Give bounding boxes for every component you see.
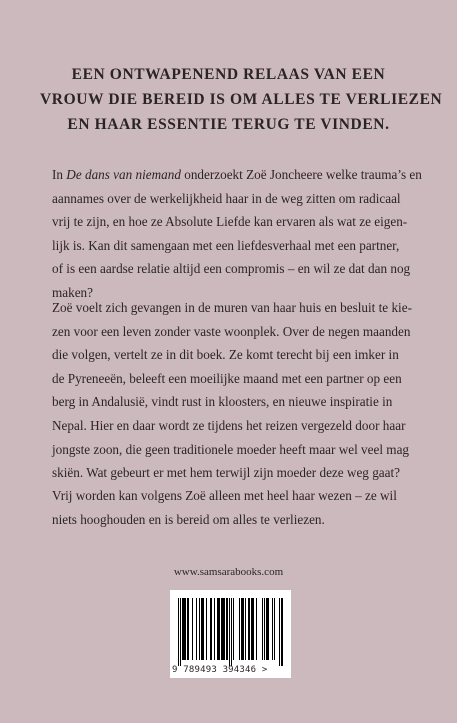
- text-span: onderzoekt Zoë Joncheere welke trauma’s en: [180, 167, 422, 182]
- barcode-bar: [226, 598, 227, 660]
- paragraph-line: vrij te zijn, en hoe ze Absolute Liefde kan ervaren als wat ze eigen-: [52, 214, 408, 230]
- description-paragraph-3: [52, 484, 414, 531]
- isbn-number: 9 789493 394346 >: [172, 665, 268, 675]
- paragraph-line: aannames over de werkelijkheid haar in de weg zitten om radicaal: [52, 190, 401, 206]
- paragraph-line: de Pyreneeën, beleeft een moeilijke maand met een partner op een: [52, 370, 402, 386]
- barcode-bar: [206, 598, 207, 660]
- barcode-bars: [178, 598, 282, 663]
- paragraph-line: niets hooghouden en is bereid om alles te verliezen.: [52, 511, 325, 527]
- text-span: In: [52, 167, 67, 182]
- barcode-bar: [229, 598, 230, 666]
- paragraph-line: jongste zoon, die geen traditionele moeder heeft maar wel veel mag: [52, 441, 410, 457]
- barcode-bar: [264, 598, 265, 660]
- paragraph-line: Zoë voelt zich gevangen in de muren van haar huis en besluit te kie-: [52, 300, 412, 315]
- paragraph-line: maken?: [52, 284, 94, 300]
- paragraph-line: zen voor een leven zonder vaste woonplek. Over de negen maanden: [52, 323, 411, 339]
- barcode-bar: [243, 598, 244, 660]
- barcode-bar: [268, 598, 269, 660]
- barcode-bar: [224, 598, 225, 660]
- barcode-bar: [279, 598, 280, 666]
- paragraph-line: Vrij worden kan volgens Zoë alleen met heel haar wezen – ze wil: [52, 488, 397, 503]
- headline-line: EEN ONTWAPENEND RELAAS VAN EEN: [71, 66, 386, 83]
- barcode-bar: [256, 598, 257, 660]
- barcode-bar: [196, 598, 197, 660]
- barcode-bar: [272, 598, 273, 660]
- barcode-bar: [274, 598, 275, 660]
- barcode-bar: [211, 598, 212, 660]
- description-paragraph-2: [52, 296, 414, 485]
- barcode-bar: [239, 598, 240, 660]
- paragraph-line: skiën. Wat gebeurt er met hem terwijl zijn moeder deze weg gaat?: [52, 465, 401, 481]
- barcode-bar: [214, 598, 215, 660]
- barcode-bar: [231, 598, 232, 666]
- headline-line: VROUW DIE BEREID IS OM ALLES TE VERLIEZEN: [40, 91, 443, 108]
- barcode-bar: [281, 598, 282, 666]
- barcode-bar: [233, 598, 234, 660]
- headline: [40, 62, 443, 137]
- barcode-bar: [185, 598, 186, 660]
- isbn-barcode: [170, 590, 291, 678]
- barcode-bar: [188, 598, 189, 660]
- headline-line: EN HAAR ESSENTIE TERUG TE VINDEN.: [67, 116, 390, 133]
- barcode-bar: [253, 598, 254, 660]
- book-title: De dans van niemand: [66, 167, 181, 182]
- barcode-bar: [203, 598, 204, 660]
- barcode-bar: [199, 598, 200, 660]
- barcode-bar: [248, 598, 249, 660]
- barcode-bar: [180, 598, 181, 666]
- barcode-bar: [262, 598, 263, 660]
- paragraph-line: berg in Andalusië, vindt rust in kloosters, en nieuwe inspiratie in: [52, 394, 393, 410]
- paragraph-line: of is een aardse relatie altijd een compromis – en wil ze dat dan nog: [52, 261, 411, 277]
- publisher-website: www.samsarabooks.com: [173, 566, 284, 578]
- barcode-bar: [219, 598, 220, 660]
- paragraph-line: Nepal. Hier en daar wordt ze tijdens het reizen vergezeld door haar: [52, 417, 406, 433]
- barcode-bar: [245, 598, 246, 660]
- description-paragraph-1: [52, 163, 422, 305]
- barcode-bar: [192, 598, 193, 660]
- paragraph-line: lijk is. Kan dit samengaan met een liefdesverhaal met een partner,: [52, 237, 400, 253]
- paragraph-line: die volgen, vertelt ze in dit boek. Ze komt terecht bij een imker in: [52, 347, 399, 363]
- barcode-bar: [178, 598, 179, 666]
- paragraph-line: [52, 163, 422, 187]
